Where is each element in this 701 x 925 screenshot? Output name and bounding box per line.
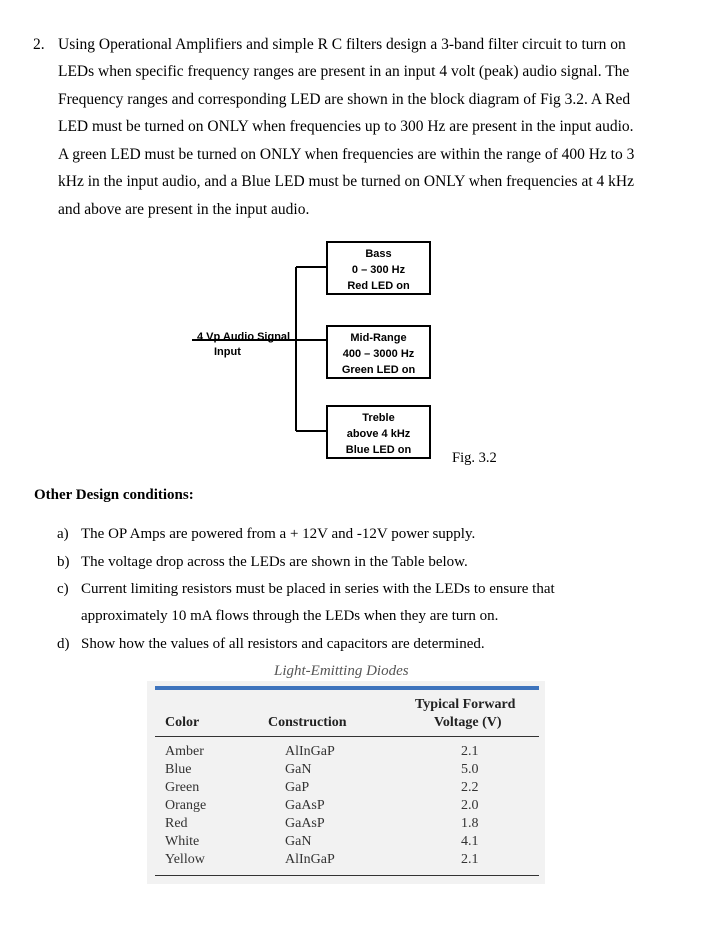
row-5-construction: GaAsP [285,816,325,831]
midrange-range: 400 – 3000 Hz [342,348,415,360]
condition-a-letter: a) [57,526,69,542]
condition-d-text: Show how the values of all resistors and capacitors are determined. [81,636,485,652]
question-line-6: kHz in the input audio, and a Blue LED must be turned on ONLY when frequencies at 4 kHz [58,173,634,190]
condition-b-text: The voltage drop across the LEDs are shown in the Table below. [81,554,468,570]
treble-name: Treble [362,412,395,424]
row-4-construction: GaAsP [285,798,325,813]
bass-range: 0 – 300 Hz [351,264,406,276]
condition-c [57,581,555,598]
condition-b-letter: b) [57,554,70,570]
row-4-color: Orange [165,798,207,813]
row-6-construction: GaN [285,834,312,849]
row-6-color: White [165,834,200,849]
figure-label: Fig. 3.2 [452,450,497,466]
row-5-voltage: 1.8 [461,816,479,831]
question-line-1: Using Operational Amplifiers and simple R C filters design a 3-band filter circuit to turn on [58,36,626,53]
condition-c-letter: c) [57,581,69,597]
row-2-voltage: 5.0 [461,762,479,777]
row-3-color: Green [165,780,200,795]
condition-c-text: Current limiting resistors must be placed in series with the LEDs to ensure that [81,581,555,597]
row-4-voltage: 2.0 [461,798,479,813]
question-line-7: and above are present in the input audio. [58,201,310,218]
table-accent-bar [155,686,539,690]
midrange-name: Mid-Range [350,332,407,344]
header-voltage-line2: Voltage (V) [434,715,502,730]
row-1-construction: AlInGaP [285,744,335,759]
table-bottom-rule [155,875,539,876]
row-1-voltage: 2.1 [461,744,479,759]
led-table-caption: Light-Emitting Diodes [274,663,409,679]
row-6-voltage: 4.1 [461,834,479,849]
input-label: 4 Vp Audio Signal [197,331,291,343]
condition-d [57,636,485,653]
midrange-led: Green LED on [341,364,416,376]
input-sublabel: Input [214,346,241,358]
block-diagram [190,235,520,470]
question-number: 2. [33,36,45,53]
condition-d-letter: d) [57,636,70,652]
header-voltage-line1: Typical Forward [415,697,516,712]
header-construction: Construction [268,715,347,730]
led-table [147,681,545,884]
row-3-construction: GaP [285,780,310,795]
condition-a-text: The OP Amps are powered from a + 12V and -12V power supply. [81,526,476,542]
row-2-construction: GaN [285,762,312,777]
midrange-filter-box [326,325,431,379]
row-2-color: Blue [165,762,192,777]
condition-a [57,526,475,543]
row-3-voltage: 2.2 [461,780,479,795]
row-7-voltage: 2.1 [461,852,479,867]
condition-b [57,554,468,571]
header-divider [155,736,539,737]
bass-led: Red LED on [347,280,410,292]
row-7-construction: AlInGaP [285,852,335,867]
treble-range: above 4 kHz [346,428,411,440]
question-line-2: LEDs when specific frequency ranges are present in an input 4 volt (peak) audio signal. The [58,63,630,80]
treble-filter-box [326,405,431,459]
header-color: Color [165,715,200,730]
question-line-4: LED must be turned on ONLY when frequencies up to 300 Hz are present in the input audio. [58,118,634,135]
question-line-5: A green LED must be turned on ONLY when frequencies are within the range of 400 Hz to 3 [58,146,635,163]
row-1-color: Amber [165,744,204,759]
condition-c-continued: approximately 10 mA flows through the LEDs when they are turn on. [81,608,499,624]
question-line-3: Frequency ranges and corresponding LED are shown in the block diagram of Fig 3.2. A Red [58,91,631,108]
row-5-color: Red [165,816,188,831]
bass-name: Bass [365,248,392,260]
treble-led: Blue LED on [345,444,412,456]
conditions-title: Other Design conditions: [34,487,194,503]
row-7-color: Yellow [165,852,205,867]
bass-filter-box [326,241,431,295]
